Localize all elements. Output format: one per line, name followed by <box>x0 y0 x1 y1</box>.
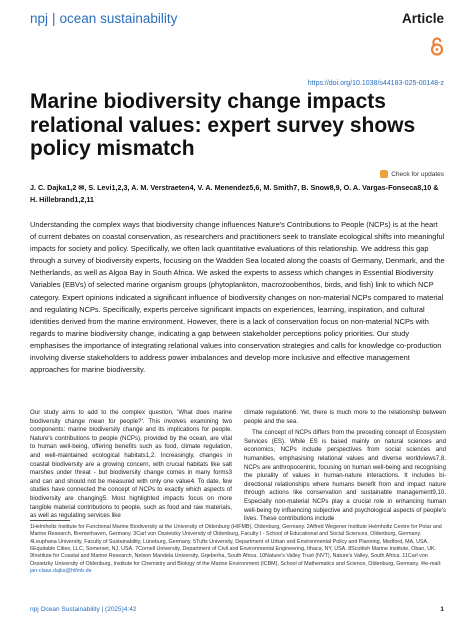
author-list: J. C. Dajka1,2 ✉, S. Levi1,2,3, A. M. Verstraeten4, V. A. Menendez5,6, M. Smith7, B. Snow8,9, O. A. Vargas-Fonseca8,10 & H. Hillebrand1,2,11 <box>30 183 439 204</box>
doi-link[interactable]: https://doi.org/10.1038/s44183-025-00148-z <box>307 80 444 87</box>
email-link[interactable]: jan-claas.dajka@hifmb.de <box>30 568 92 575</box>
affiliation-text: 1Helmholtz Institute for Functional Marine Biodiversity at the University of Oldenburg (HIFMB), Oldenburg, Germany. 2Alfred Wegener Institute Helmholtz Centre for Polar and Marine Research, Bremerhaven, Germany. 3Carl von Ossietzky University of Oldenburg, Faculty I - School of Educational and Social Sciences, Oldenburg, Germany. 4Leuphana University, Faculty of Sustainability, Lüneburg, Germany. 5Tufts University, Department of Urban and Environmental Policy and Planning, Medford, MA, USA. 6Equitable Cities, LLC, Somerset, NJ, USA. 7Cornell University, Department of Civil and Environmental Engineering, Ithaca, NY, USA. 8Scottish Marine Institute, Oban, UK. 9Institute for Coastal and Marine Research, Nelson Mandela University, Gqeberha, South Africa. 10Nature's Valley Trust (NVT), Nature's Valley, South Africa. 11Carl von Ossietzky University of Oldenburg, Institute for Chemistry and Biology of the Marine Environment (ICBM), School of Mathematics and Science, Oldenburg, Germany. <box>30 524 442 567</box>
check-updates-label: Check for updates <box>391 170 444 178</box>
article-type: Article <box>401 11 444 26</box>
journal-separator: | <box>52 11 56 26</box>
body-column-right <box>244 409 446 527</box>
page-footer <box>30 606 444 616</box>
footer-citation[interactable]: npj Ocean Sustainability | (2025)4:42 <box>30 606 137 613</box>
check-updates-button[interactable] <box>380 170 444 178</box>
journal-prefix: npj <box>30 11 49 26</box>
affiliation-divider <box>30 520 70 521</box>
journal-brand[interactable] <box>30 11 177 26</box>
body-column-left <box>30 409 232 524</box>
body-paragraph: The concept of NCPs differs from the preceding concept of Ecosystem Services (ES). While ES is based mainly on natural sciences and economics, NCPs include perspectives from social sciences and humanities, emphasising relational values and diverse worldviews7,8. NCPs are anthropocentric, focusing on human well-being and recognising the plurality of values in human-nature interactions. It includes bi-directional relationships where humans benefit from and impact nature through actions like conservation and sustainable management9,10. Especially non-material NCPs play a crucial role in enhancing human well-being by influencing subjective and psychological aspects of people's lives. These contributions include <box>244 429 446 523</box>
article-title: Marine biodiversity change impacts relational values: expert survey shows policy mismatch <box>30 90 416 160</box>
check-updates-icon <box>380 170 388 178</box>
affiliations <box>30 524 446 575</box>
open-access-icon[interactable] <box>430 36 444 56</box>
abstract: Understanding the complex ways that biodiversity change influences Nature's Contributions to People (NCPs) is at the heart of current debates on coastal conservation, as researchers and practitioners seek to translate ecological shifts into meaningful impacts for society and policy. Specifically, we often lack quantitative evaluations of this relationship. We address this gap through a survey of biodiversity experts, focusing on the Wadden Sea located along the coasts of Germany, Denmark, and the Netherlands, as well as Algoa Bay in South Africa. We asked the experts to assess which changes in Essential Biodiversity Variables (EBVs) of selected marine organism groups (phytoplankton, macrozoobenthos, birds, and fish) link to which NCP category. Expert opinions indicated a significant influence of biodiversity changes on non-material NCPs compared to material and regulating NCPs. Specifically, experts perceive significant impacts on experiences, learning, inspiration, and cultural identities derived from the marine environment. However, there is a lack of conservation focus on non-material NCPs with regards to marine biodiversity change, indicating a gap between stakeholder perceptions policy priorities. Our study emphasises the importance of integrating relational values into conservation strategies and calls for knowledge co-production involving diverse stakeholders to address power imbalances and develop more inclusive and effective management approaches for marine biodiversity. <box>30 220 445 375</box>
email-label: ✉e-mail: <box>420 560 442 567</box>
body-paragraph: Our study aims to add to the complex question, 'What does marine biodiversity change mean for people?'. This involves examining two components: marine biodiversity change and its implications for people. Nature's contributions to people (NCPs), provided by the ocean, are vital to human well-being, offering benefits such as food, climate regulation, and well-maintained ecological habitats1,2. Increasingly, changes in coastal biodiversity are a growing concern, with crucial habitats like salt marshes under threat - but biodiversity change comes in many forms3 and can and should not be measured with only one value4. To date, few studies have connected the concept of NCPs to exactly which aspects of biodiversity are changing5. Most highlighted impacts focus on more tangible material contributions to people, such as food and raw materials, as well as regulating services like <box>30 409 232 520</box>
page-number: 1 <box>440 606 444 613</box>
page-header <box>30 11 444 31</box>
journal-name: ocean sustainability <box>59 11 178 26</box>
body-paragraph: climate regulation6. Yet, there is much more to the relationship between people and the sea. <box>244 409 446 425</box>
